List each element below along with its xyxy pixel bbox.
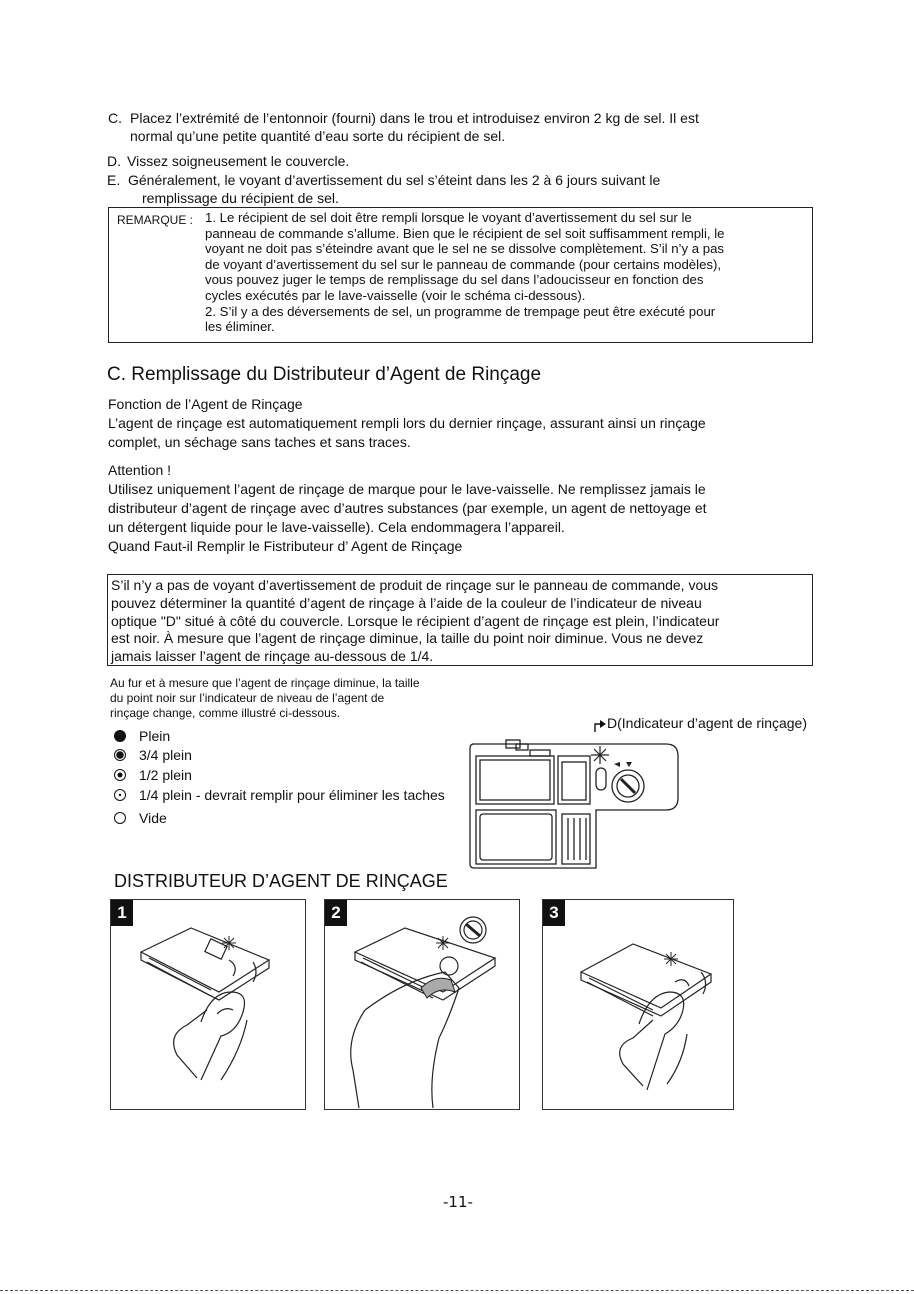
section-title: C. Remplissage du Distributeur d’Agent de Rinçage: [107, 364, 542, 385]
indicator-intro-line: rinçage change, comme illustré ci-dessous.: [110, 706, 341, 720]
info-line: optique "D" situé à côté du couvercle. Lorsque le récipient d’agent de rinçage est plein, l’indicateur: [111, 612, 720, 629]
legend-label: Vide: [139, 810, 167, 826]
instruction-c-line2: normal qu’une petite quantité d’eau sorte du récipient de sel.: [130, 128, 506, 144]
instruction-e-letter: E.: [107, 172, 121, 188]
attention-line: distributeur d’agent de rinçage avec d’autres substances (par exemple, un agent de nettoyage et: [108, 500, 707, 516]
instruction-c-letter: C.: [108, 110, 122, 126]
level-full-icon: [113, 729, 127, 743]
function-line: complet, un séchage sans taches et sans traces.: [108, 434, 411, 450]
dispenser-title: DISTRIBUTEUR D’AGENT DE RINÇAGE: [114, 871, 448, 891]
instruction-c-line1: Placez l’extrémité de l’entonnoir (fourni) dans le trou et introduisez environ 2 kg de sel. Il est: [130, 110, 699, 126]
remark-line: de voyant d’avertissement du sel sur le panneau de commande (pour certains modèles),: [205, 256, 722, 272]
step-2-illustration: [325, 900, 521, 1111]
function-heading: Fonction de l’Agent de Rinçage: [108, 396, 303, 412]
level-half-icon: [113, 768, 127, 782]
page-footer-rule: [0, 1290, 914, 1291]
page-number: -11-: [443, 1193, 473, 1211]
legend-label: 1/4 plein - devrait remplir pour éliminer les taches: [139, 787, 445, 803]
indicator-intro-line: Au fur et à mesure que l’agent de rinçage diminue, la taille: [110, 676, 420, 690]
legend-label: 3/4 plein: [139, 747, 192, 763]
attention-block: [108, 461, 828, 556]
step-number: 2: [325, 900, 347, 926]
legend-label: Plein: [139, 728, 171, 744]
remark-label: REMARQUE :: [117, 213, 194, 227]
callout-arrow-icon: [593, 718, 607, 732]
remark-line: cycles exécutés par le lave-vaisselle (voir le schéma ci-dessous).: [205, 287, 586, 303]
step-1-illustration: [111, 900, 307, 1111]
instruction-e-line2: remplissage du récipient de sel.: [142, 190, 339, 206]
level-empty-icon: [113, 811, 127, 825]
remark-body: [205, 210, 806, 335]
remark-line: les éliminer.: [205, 319, 275, 335]
step-number: 1: [111, 900, 133, 926]
remark-line: panneau de commande s’allume. Bien que le récipient de sel soit suffisamment rempli, le: [205, 225, 725, 241]
when-heading: Quand Faut-il Remplir le Fistributeur d’ Agent de Rinçage: [108, 538, 463, 554]
attention-line: Utilisez uniquement l’agent de rinçage de marque pour le lave-vaisselle. Ne remplissez jamais le: [108, 481, 706, 497]
step-panel-3: [542, 899, 734, 1110]
remark-line: 2. S’il y a des déversements de sel, un programme de trempage peut être exécuté pour: [205, 303, 716, 319]
remark-line: vous pouvez juger le temps de remplissage du sel dans l’adoucisseur en fonction des: [205, 272, 704, 288]
instruction-d-text: Vissez soigneusement le couvercle.: [127, 153, 350, 169]
remark-box: [108, 207, 813, 343]
step-number: 3: [543, 900, 565, 926]
legend-label: 1/2 plein: [139, 767, 192, 783]
info-line: S’il n’y a pas de voyant d’avertissement de produit de rinçage sur le panneau de commande, vous: [111, 577, 719, 593]
function-block: [108, 395, 828, 452]
remark-line: voyant ne doit pas s’éteindre avant que le sel ne se dissolve complètement. S’il n’y a pas: [205, 241, 725, 257]
remark-line: 1. Le récipient de sel doit être rempli lorsque le voyant d’avertissement du sel sur le: [205, 210, 692, 225]
level-three-quarter-icon: [113, 748, 127, 762]
callout-label: D(Indicateur d’agent de rinçage): [607, 715, 808, 731]
step-panel-2: [324, 899, 520, 1110]
attention-heading: Attention !: [108, 462, 172, 478]
function-line: L’agent de rinçage est automatiquement rempli lors du dernier rinçage, assurant ainsi un rinçage: [108, 415, 706, 431]
indicator-intro: [110, 676, 420, 721]
indicator-legend: [113, 726, 473, 830]
info-line: pouvez déterminer la quantité d’agent de rinçage à l’aide de la couleur de l’indicateur de niveau: [111, 594, 702, 611]
info-box: [107, 574, 813, 666]
instruction-e-line1: Généralement, le voyant d’avertissement du sel s’éteint dans les 2 à 6 jours suivant le: [128, 172, 661, 188]
dispenser-diagram: [466, 738, 684, 872]
instruction-d-letter: D.: [107, 153, 121, 169]
attention-line: un détergent liquide pour le lave-vaisselle). Cela endommagera l’appareil.: [108, 519, 565, 535]
info-line: jamais laisser l’agent de rinçage au-dessous de 1/4.: [111, 648, 434, 665]
indicator-intro-line: du point noir sur l’indicateur de niveau de l’agent de: [110, 691, 385, 705]
level-quarter-icon: [113, 788, 127, 802]
step-panel-1: [110, 899, 306, 1110]
step-3-illustration: [543, 900, 735, 1111]
info-line: est noir. À mesure que l’agent de rinçage diminue, la taille du point noir diminue. Vous ne devez: [111, 630, 704, 647]
